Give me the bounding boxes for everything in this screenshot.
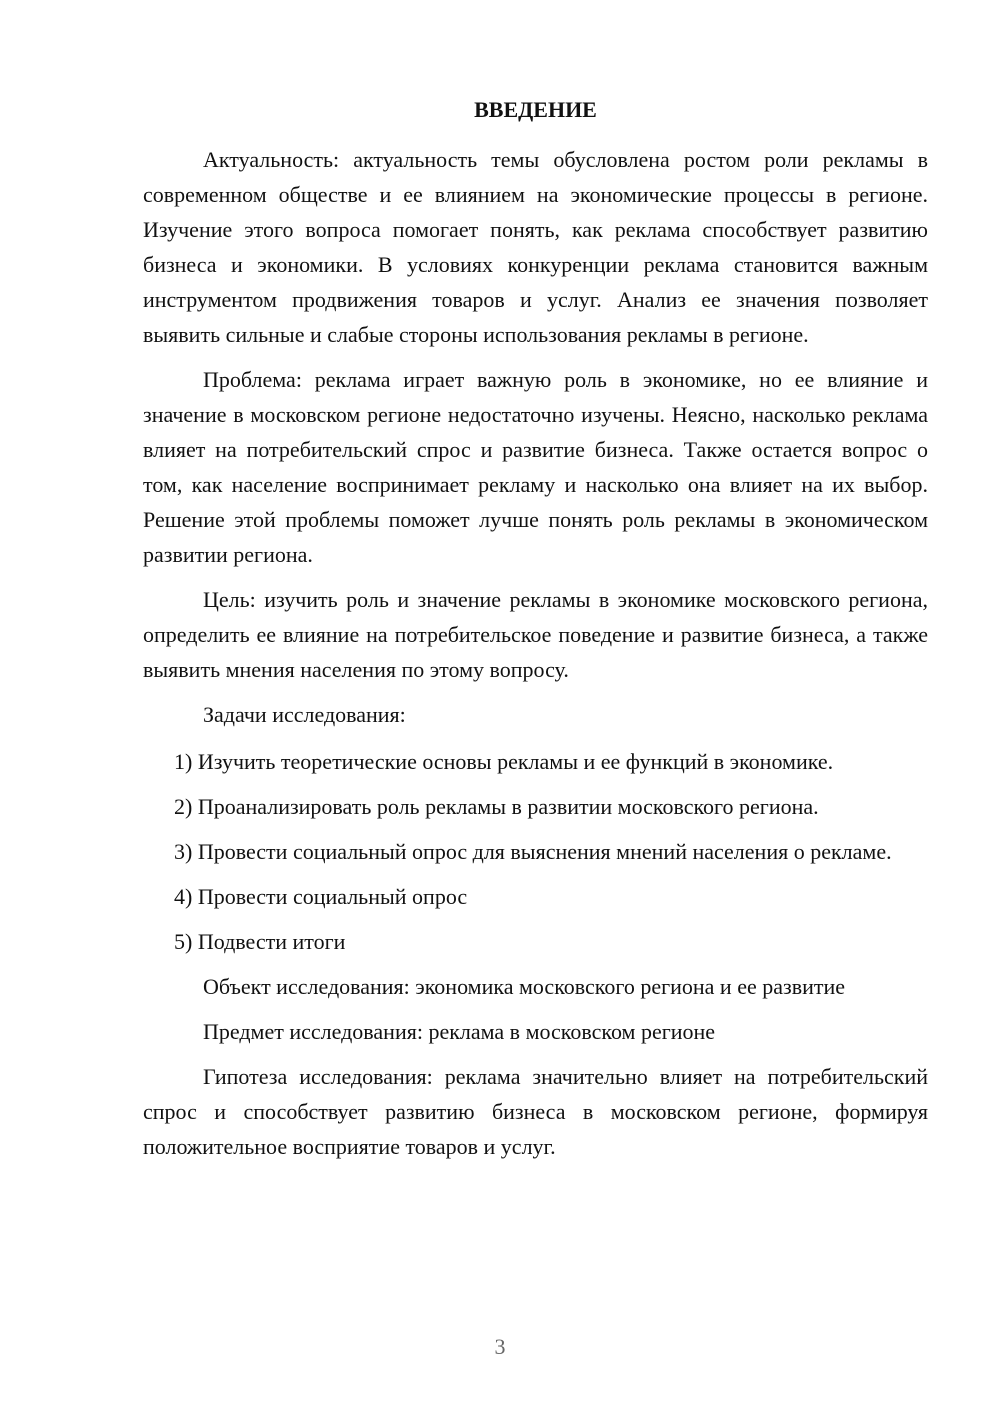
problem-paragraph: Проблема: реклама играет важную роль в экономике, но ее влияние и значение в московском регионе недостаточно изучены. Неясно, насколько реклама влияет на потребительский спрос и развитие бизнеса. Также остается вопрос о том, как население воспринимает рекламу и насколько она влияет на их выбор. Решение этой проблемы поможет лучше понять роль рекламы в экономическом развитии региона.: [143, 367, 928, 567]
subject-paragraph: Предмет исследования: реклама в московском регионе: [203, 1019, 716, 1044]
document-body: [143, 92, 928, 1174]
task-item-4: 4) Провести социальный опрос: [174, 884, 468, 909]
task-item-5: 5) Подвести итоги: [174, 929, 346, 954]
goal-paragraph: Цель: изучить роль и значение рекламы в экономике московского региона, определить ее влияние на потребительское поведение и развитие бизнеса, а также выявить мнения населения по этому вопросу.: [143, 587, 928, 682]
task-item-1: 1) Изучить теоретические основы рекламы и ее функций в экономике.: [174, 749, 834, 774]
hypothesis-paragraph: Гипотеза исследования: реклама значительно влияет на потребительский спрос и способствует развитию бизнеса в московском регионе, формируя положительное восприятие товаров и услуг.: [143, 1064, 928, 1159]
page-number: 3: [494, 1334, 506, 1359]
task-item-3: 3) Провести социальный опрос для выяснения мнений населения о рекламе.: [174, 839, 892, 864]
object-paragraph: Объект исследования: экономика московского региона и ее развитие: [203, 974, 846, 999]
task-item-2: 2) Проанализировать роль рекламы в развитии московского региона.: [174, 794, 819, 819]
tasks-heading: Задачи исследования:: [203, 702, 406, 727]
page-title: ВВЕДЕНИЕ: [474, 97, 597, 122]
relevance-paragraph: Актуальность: актуальность темы обусловлена ростом роли рекламы в современном обществе и ее влиянием на экономические процессы в регионе. Изучение этого вопроса помогает понять, как реклама способствует развитию бизнеса и экономики. В условиях конкуренции реклама становится важным инструментом продвижения товаров и услуг. Анализ ее значения позволяет выявить сильные и слабые стороны использования рекламы в регионе.: [143, 147, 928, 347]
